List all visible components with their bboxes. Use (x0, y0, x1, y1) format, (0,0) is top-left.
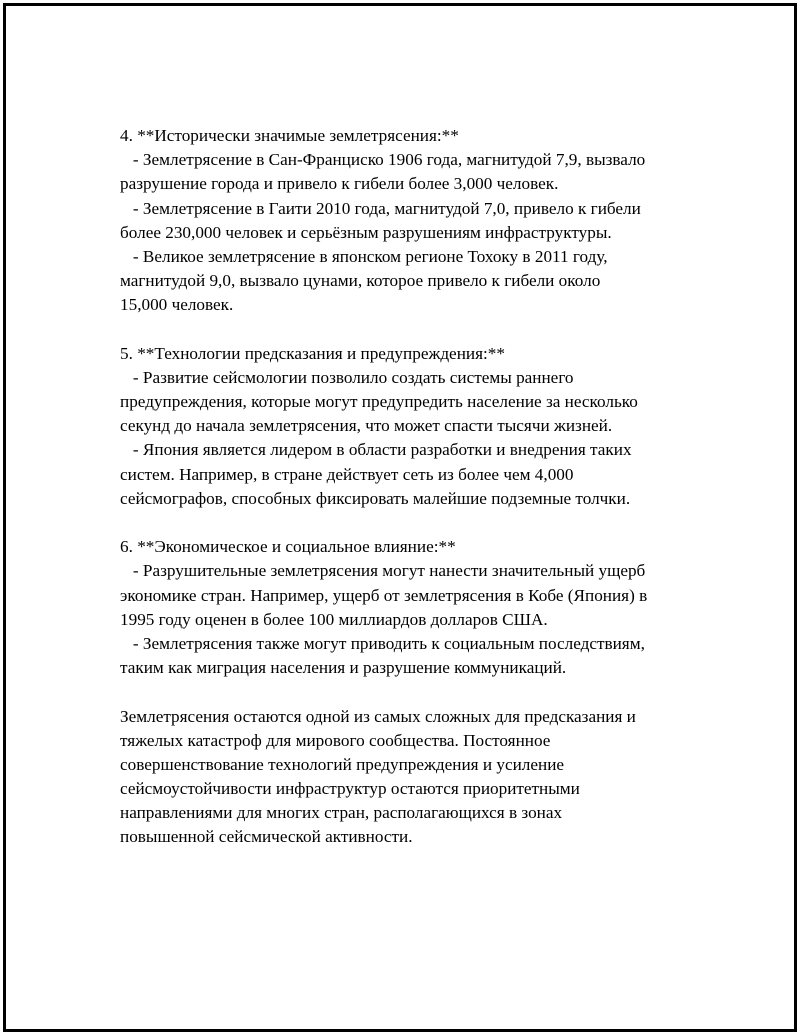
text-line: систем. Например, в стране действует сеть из более чем 4,000 (120, 464, 574, 484)
text-line: таким как миграция населения и разрушение коммуникаций. (120, 658, 567, 678)
section-heading: 6. **Экономическое и социальное влияние:** (120, 537, 456, 557)
text-line: повышенной сейсмической активности. (120, 827, 413, 847)
text-line: более 230,000 человек и серьёзным разрушениям инфраструктуры. (120, 222, 612, 242)
section-conclusion (120, 705, 700, 850)
text-line: магнитудой 9,0, вызвало цунами, которое привело к гибели около (120, 271, 601, 291)
text-line: совершенствование технологий предупреждения и усиление (120, 754, 565, 774)
paragraph-gap (120, 680, 700, 704)
text-line: - Разрушительные землетрясения могут нанести значительный ущерб (120, 561, 646, 581)
paragraph-gap (120, 511, 700, 535)
text-line: - Япония является лидером в области разработки и внедрения таких (120, 440, 632, 460)
text-line: 1995 году оценен в более 100 миллиардов долларов США. (120, 609, 548, 629)
text-line: тяжелых катастроф для мирового сообщества. Постоянное (120, 730, 551, 750)
section-heading: 5. **Технологии предсказания и предупреждения:** (120, 343, 505, 363)
paragraph-gap (120, 318, 700, 342)
text-line: - Развитие сейсмологии позволило создать системы раннего (120, 367, 574, 387)
text-line: экономике стран. Например, ущерб от землетрясения в Кобе (Япония) в (120, 585, 648, 605)
document-body (120, 124, 700, 850)
text-line: 15,000 человек. (120, 295, 234, 315)
text-line: сейсмоустойчивости инфраструктур остаются приоритетными (120, 779, 580, 799)
text-line: - Землетрясение в Сан-Франциско 1906 года, магнитудой 7,9, вызвало (120, 150, 646, 170)
page-frame (3, 3, 797, 1032)
text-line: - Великое землетрясение в японском регионе Тохоку в 2011 году, (120, 246, 608, 266)
text-line: - Землетрясения также могут приводить к социальным последствиям, (120, 633, 645, 653)
text-line: сейсмографов, способных фиксировать малейшие подземные толчки. (120, 488, 631, 508)
section-prediction-technologies (120, 342, 700, 511)
section-heading: 4. **Исторически значимые землетрясения:** (120, 126, 459, 145)
text-line: разрушение города и привело к гибели более 3,000 человек. (120, 174, 559, 194)
text-line: секунд до начала землетрясения, что может спасти тысячи жизней. (120, 416, 613, 436)
section-economic-social-impact (120, 535, 700, 680)
text-line: - Землетрясение в Гаити 2010 года, магнитудой 7,0, привело к гибели (120, 198, 641, 218)
text-line: предупреждения, которые могут предупредить население за несколько (120, 392, 638, 412)
section-historical-earthquakes (120, 124, 700, 318)
text-line: направлениями для многих стран, располагающихся в зонах (120, 803, 563, 823)
text-line: Землетрясения остаются одной из самых сложных для предсказания и (120, 706, 636, 726)
